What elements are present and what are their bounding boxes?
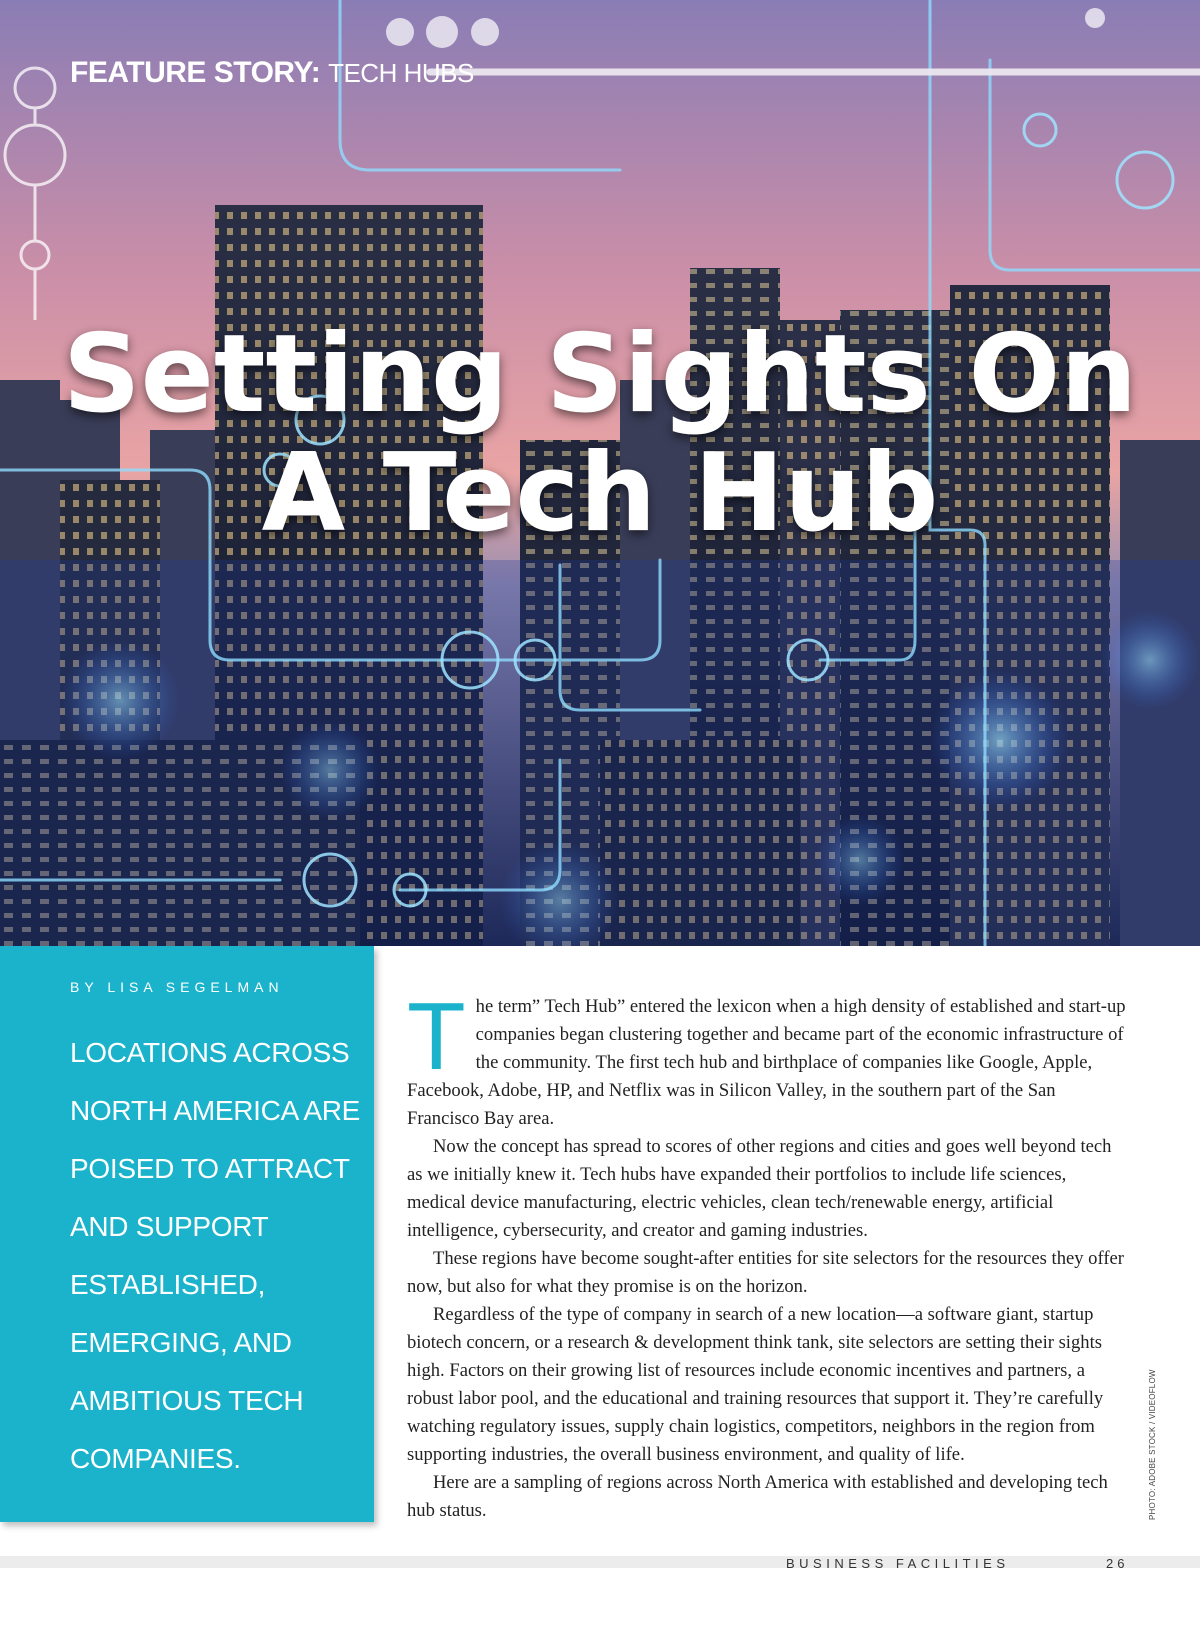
pullquote-line: NORTH AMERICA ARE <box>70 1095 361 1126</box>
article-paragraph: Now the concept has spread to scores of other regions and cities and goes well beyond tech as we initially knew it. Tech hubs have expanded their portfolios to include life sciences, medical device manufacturing, electric vehicles, clean tech/renewable energy, artificial intelligence, cybersecurity, and creator and gaming industries. <box>407 1136 1112 1241</box>
pullquote-line: COMPANIES. <box>70 1443 241 1474</box>
pullquote-line: EMERGING, AND <box>70 1327 292 1358</box>
article-paragraph: Here are a sampling of regions across North America with established and developing tech hub status. <box>407 1472 1108 1521</box>
footer-publication: BUSINESS FACILITIES <box>786 1556 1010 1571</box>
article-body <box>407 983 1127 1525</box>
headline-line-2: A Tech Hub <box>261 431 939 556</box>
footer-bar <box>0 1556 1200 1568</box>
article-paragraph <box>407 983 1127 1133</box>
pullquote-line: AMBITIOUS TECH <box>70 1385 304 1416</box>
paragraph-text: he term” Tech Hub” entered the lexicon when a high density of established and start-up companies began clustering together and became part of the economic infrastructure of the community. The first tech hub and birthplace of companies like Google, Apple, Facebook, Adobe, HP, and Netflix was in Silicon Valley, in the southern part of the San Francisco Bay area. <box>407 996 1126 1129</box>
pullquote-sidebar <box>0 946 374 1522</box>
pullquote-line: LOCATIONS ACROSS <box>70 1037 350 1068</box>
page-number: 26 <box>1106 1556 1129 1571</box>
drop-cap: T <box>407 983 466 1090</box>
byline: BY LISA SEGELMAN <box>70 979 284 995</box>
section-label-strong: FEATURE STORY: <box>70 56 321 89</box>
photo-credit: PHOTO: ADOBE STOCK / VIDEOFLOW <box>1148 1369 1157 1520</box>
pullquote-line: ESTABLISHED, <box>70 1269 266 1300</box>
pullquote-line: AND SUPPORT <box>70 1211 269 1242</box>
section-label <box>70 56 474 90</box>
article-paragraph: These regions have become sought-after entities for site selectors for the resources they offer now, but also for what they promise is on the horizon. <box>407 1248 1124 1297</box>
article-paragraph: Regardless of the type of company in search of a new location—a software giant, startup biotech concern, or a research & development think tank, site selectors are setting their sights high. Factors on their growing list of resources include economic incentives and partners, a robust labor pool, and the educational and training resources that support it. They’re carefully watching regulatory issues, supply chain logistics, competitors, neighbors in the region from supporting industries, the overall business environment, and quality of life. <box>407 1304 1104 1465</box>
pullquote-line: POISED TO ATTRACT <box>70 1153 350 1184</box>
section-label-light: TECH HUBS <box>328 58 474 88</box>
pullquote <box>70 1024 360 1488</box>
headline-line-1: Setting Sights On <box>62 312 1138 437</box>
